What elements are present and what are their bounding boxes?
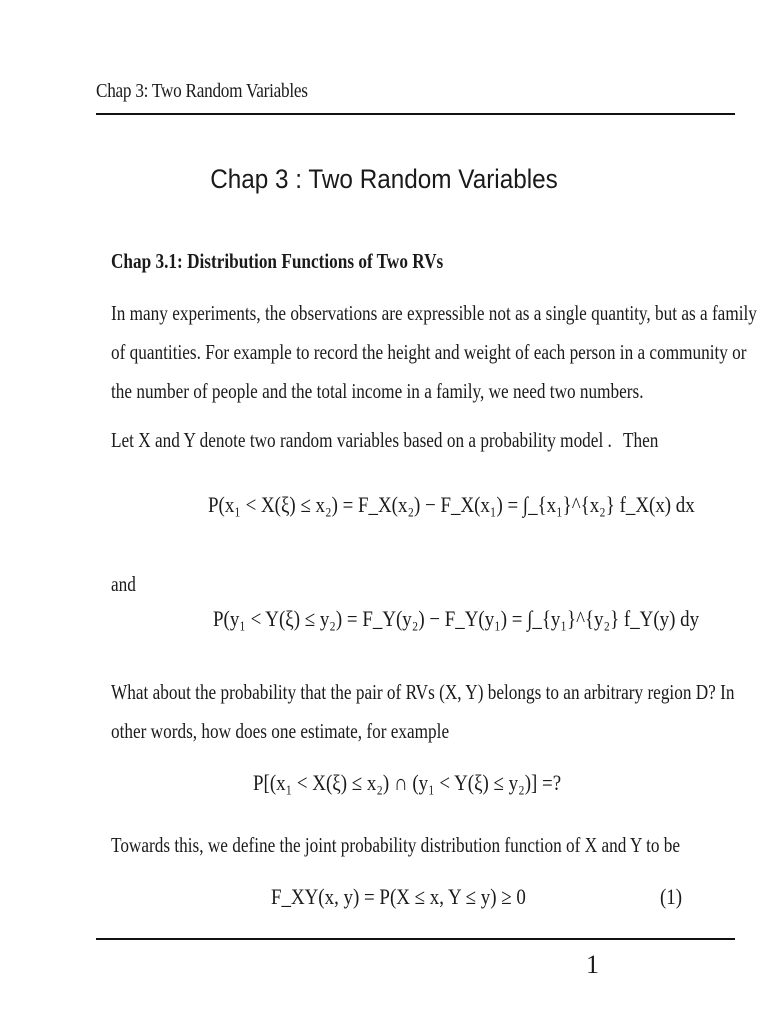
question-paragraph — [111, 673, 734, 751]
equation-3: P[(x₁ < X(ξ) ≤ x₂) ∩ (y₁ < Y(ξ) ≤ y₂)] =? — [253, 770, 562, 795]
and-word: and — [111, 572, 136, 596]
let-line: Let X and Y denote two random variables based on a probability model . — [111, 428, 612, 452]
equation-2: P(y₁ < Y(ξ) ≤ y₂) = F_Y(y₂) − F_Y(y₁) = ∫_{y₁}^{y₂} f_Y(y) dy — [213, 606, 700, 631]
intro-line: of quantities. For example to record the height and weight of each person in a community or — [111, 340, 747, 364]
page-number: 1 — [586, 950, 599, 979]
equation-4: F_XY(x, y) = P(X ≤ x, Y ≤ y) ≥ 0 — [271, 884, 526, 909]
equation-number: (1) — [660, 884, 683, 909]
equation-1: P(x₁ < X(ξ) ≤ x₂) = F_X(x₂) − F_X(x₁) = ∫_{x₁}^{x₂} f_X(x) dx — [208, 492, 695, 517]
footer-rule — [96, 938, 735, 940]
section-title: Chap 3.1: Distribution Functions of Two RVs — [111, 249, 444, 273]
then-word: Then — [623, 428, 659, 452]
intro-paragraph — [111, 294, 757, 411]
intro-line: In many experiments, the observations are expressible not as a single quantity, but as a family — [111, 301, 757, 325]
header-rule — [96, 113, 735, 115]
question-line: What about the probability that the pair of RVs (X, Y) belongs to an arbitrary region D? In — [111, 680, 735, 704]
towards-line: Towards this, we define the joint probability distribution function of X and Y to be — [111, 833, 681, 857]
page-title: Chap 3 : Two Random Variables — [210, 164, 558, 194]
question-line: other words, how does one estimate, for example — [111, 719, 450, 743]
running-head: Chap 3: Two Random Variables — [96, 80, 308, 102]
intro-line: the number of people and the total income in a family, we need two numbers. — [111, 379, 644, 403]
